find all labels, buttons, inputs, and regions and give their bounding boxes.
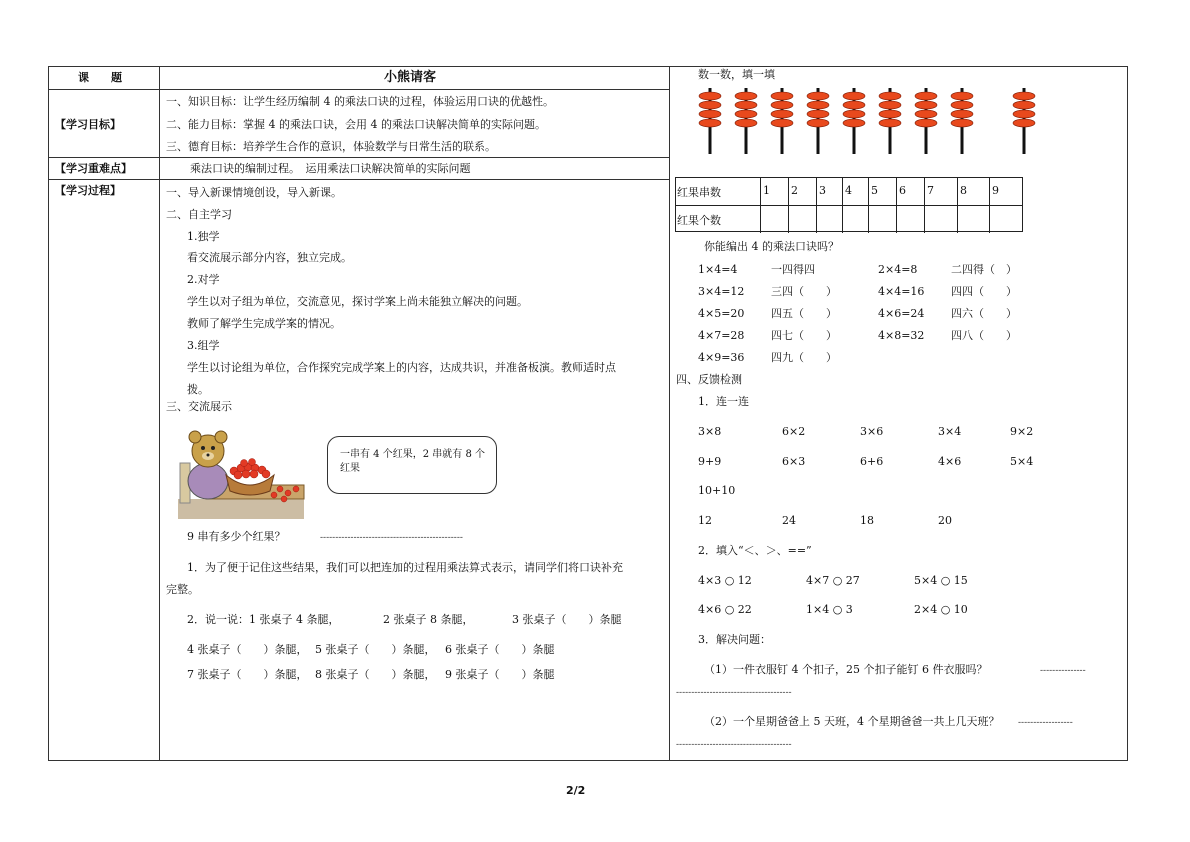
count-table-blank[interactable] <box>816 206 842 233</box>
count-fill-title: 数一数，填一填 <box>698 68 775 81</box>
answer-line: -------------------------------------- <box>676 688 792 698</box>
count-table-blank[interactable] <box>868 206 896 233</box>
table-legs-item: 6 张桌子（ ）条腿 <box>445 643 555 656</box>
problem-2: （2）一个星期爸爸上 5 天班，4 个星期爸爸一共上几天班？ <box>704 715 1000 728</box>
process-line: 学生以对子组为单位，交流意见，探讨学案上尚未能独立解决的问题。 <box>187 295 528 308</box>
process-line: 一、导入新课情境创设，导入新课。 <box>166 186 342 199</box>
rhyme-item: 1×4=4 <box>698 263 738 276</box>
compare-item: 1×4 ○ 3 <box>806 603 853 616</box>
link-item: 4×6 <box>938 454 962 468</box>
rhyme-item: 4×6=24 <box>878 307 925 320</box>
count-table-blank[interactable] <box>989 206 1022 233</box>
fruit-string <box>879 88 901 154</box>
red-fruit <box>735 119 757 127</box>
red-fruit <box>735 92 757 100</box>
fill-title: 2．填入“＜、＞、==” <box>698 544 812 557</box>
process-line: 3.组学 <box>187 339 220 352</box>
rhyme-item: 三四（ ） <box>771 285 837 298</box>
red-fruit <box>699 110 721 118</box>
link-title: 1．连一连 <box>698 395 749 408</box>
red-fruit-question: 9 串有多少个红果？ <box>187 530 286 543</box>
link-item: 5×4 <box>1010 454 1034 468</box>
rhyme-item: 四五（ ） <box>771 307 837 320</box>
count-table-header: 红果串数 <box>677 186 721 199</box>
table-legs-item: 7 张桌子（ ）条腿， <box>187 668 308 681</box>
rhyme-item: 一四得四 <box>771 263 815 276</box>
fruit-string <box>915 88 937 154</box>
red-fruit <box>735 110 757 118</box>
link-item: 6×2 <box>782 425 806 438</box>
process-line: 二、自主学习 <box>166 208 232 221</box>
feedback-title: 四、反馈检测 <box>676 373 742 386</box>
red-fruit <box>843 101 865 109</box>
process-line: 看交流展示部分内容，独立完成。 <box>187 251 352 264</box>
process-line: 三、交流展示 <box>166 400 232 413</box>
link-item: 18 <box>860 513 874 527</box>
rhyme-question: 你能编出 4 的乘法口诀吗？ <box>704 240 839 253</box>
rhyme-item: 4×7=28 <box>698 329 745 342</box>
count-table-number: 7 <box>924 178 957 205</box>
compare-item: 4×6 ○ 22 <box>698 603 752 616</box>
table-legs-item: 8 张桌子（ ）条腿， <box>315 668 436 681</box>
red-fruit <box>771 92 793 100</box>
compare-item: 4×7 ○ 27 <box>806 574 860 587</box>
compare-item: 2×4 ○ 10 <box>914 603 968 616</box>
red-fruit <box>915 101 937 109</box>
count-table-row-counts <box>676 205 1022 233</box>
topic-label: 课 题 <box>78 71 122 84</box>
red-fruit <box>879 119 901 127</box>
fruit-string <box>807 88 829 154</box>
fruit-string <box>735 88 757 154</box>
answer-line: --------------- <box>1040 666 1086 676</box>
goal-item: 二、能力目标：掌握 4 的乘法口诀，会用 4 的乘法口诀解决简单的实际问题。 <box>166 118 546 131</box>
rhyme-item: 4×8=32 <box>878 329 925 342</box>
row-line-goals <box>48 157 669 158</box>
count-table <box>675 177 1023 232</box>
link-item: 3×8 <box>698 425 722 438</box>
red-fruit <box>771 110 793 118</box>
link-item: 6+6 <box>860 454 884 468</box>
divider-right-page <box>669 66 670 761</box>
table-legs-item: 9 张桌子（ ）条腿 <box>445 668 555 681</box>
red-fruit <box>807 101 829 109</box>
count-table-blank[interactable] <box>788 206 816 233</box>
red-fruit <box>771 119 793 127</box>
count-table-number: 8 <box>957 178 989 205</box>
link-item: 12 <box>698 513 712 527</box>
process-line: 学生以讨论组为单位，合作探究完成学案上的内容，达成共识，并准备板演。教师适时点 <box>187 361 616 374</box>
count-table-row-strings <box>676 178 1022 205</box>
process-line: 2.对学 <box>187 273 220 286</box>
link-item: 20 <box>938 513 952 527</box>
table-legs-item: 3 张桌子（ ）条腿 <box>512 613 622 626</box>
red-fruit <box>843 92 865 100</box>
link-item: 10+10 <box>698 484 736 497</box>
table-legs-item: 2．说一说：1 张桌子 4 条腿， <box>187 613 340 626</box>
speech-bubble <box>327 436 497 494</box>
red-fruit <box>1013 92 1035 100</box>
link-item: 6×3 <box>782 454 806 468</box>
answer-line: ------------------ <box>1018 718 1073 728</box>
row-line-title <box>48 89 669 90</box>
process-label: 【学习过程】 <box>55 184 121 197</box>
red-fruit <box>807 110 829 118</box>
red-fruit <box>951 101 973 109</box>
count-table-number: 4 <box>842 178 868 205</box>
count-table-number: 9 <box>989 178 1022 205</box>
keypoints-text: 乘法口诀的编制过程。 运用乘法口诀解决简单的实际问题 <box>190 162 471 175</box>
row-line-keypoints <box>48 179 669 180</box>
fruit-string <box>699 88 721 154</box>
red-fruit <box>879 92 901 100</box>
red-fruit <box>699 92 721 100</box>
question-1-line1: 1．为了便于记住这些结果，我们可以把连加的过程用乘法算式表示，请同学们将口诀补充 <box>187 561 623 574</box>
answer-line: -------------------------------------- <box>676 740 792 750</box>
speech-bubble-text: 一串有 4 个红果，2 串就有 8 个红果 <box>340 449 485 474</box>
fruit-string <box>1013 88 1035 154</box>
red-fruit <box>843 119 865 127</box>
table-legs-item: 2 张桌子 8 条腿， <box>383 613 474 626</box>
red-fruit <box>915 119 937 127</box>
count-table-number: 2 <box>788 178 816 205</box>
problem-1: （1）一件衣服钉 4 个扣子，25 个扣子能钉 6 件衣服吗？ <box>704 663 988 676</box>
red-fruit <box>843 110 865 118</box>
link-item: 3×4 <box>938 425 962 438</box>
table-legs-item: 5 张桌子（ ）条腿， <box>315 643 436 656</box>
rhyme-item: 四八（ ） <box>951 329 1017 342</box>
rhyme-item: 四六（ ） <box>951 307 1017 320</box>
table-legs-item: 4 张桌子（ ）条腿， <box>187 643 308 656</box>
link-item: 3×6 <box>860 425 884 438</box>
count-table-blank[interactable] <box>896 206 924 233</box>
red-fruit <box>1013 110 1035 118</box>
page-number: 2/2 <box>566 784 586 797</box>
rhyme-item: 四四（ ） <box>951 285 1017 298</box>
count-table-blank[interactable] <box>924 206 957 233</box>
red-fruit <box>699 119 721 127</box>
fruit-string <box>951 88 973 154</box>
count-table-blank[interactable] <box>760 206 788 233</box>
goals-label: 【学习目标】 <box>55 118 121 131</box>
rhyme-item: 四九（ ） <box>771 351 837 364</box>
process-line: 教师了解学生完成学案的情况。 <box>187 317 341 330</box>
rhyme-item: 4×4=16 <box>878 285 925 298</box>
rhyme-item: 4×9=36 <box>698 351 745 364</box>
red-fruit <box>735 101 757 109</box>
red-fruit <box>951 110 973 118</box>
red-fruit <box>915 92 937 100</box>
lesson-title: 小熊请客 <box>384 70 437 85</box>
compare-item: 4×3 ○ 12 <box>698 574 752 587</box>
link-item: 9+9 <box>698 454 722 468</box>
rhyme-item: 3×4=12 <box>698 285 745 298</box>
link-item: 9×2 <box>1010 425 1034 438</box>
solve-title: 3．解决问题： <box>698 633 771 646</box>
rhyme-item: 2×4=8 <box>878 263 918 276</box>
goal-item: 三、德育目标：培养学生合作的意识，体验数学与日常生活的联系。 <box>166 140 496 153</box>
count-table-header: 红果个数 <box>677 214 721 227</box>
process-line: 拨。 <box>187 383 209 396</box>
fruit-string <box>843 88 865 154</box>
answer-line: ----------------------------------------------- <box>320 533 463 543</box>
count-table-blank[interactable] <box>842 206 868 233</box>
red-fruit <box>951 92 973 100</box>
rhyme-item: 4×5=20 <box>698 307 745 320</box>
red-fruit <box>915 110 937 118</box>
rhyme-item: 四七（ ） <box>771 329 837 342</box>
count-table-number: 6 <box>896 178 924 205</box>
process-line: 1.独学 <box>187 230 220 243</box>
count-table-blank[interactable] <box>957 206 989 233</box>
red-fruit <box>879 101 901 109</box>
compare-item: 5×4 ○ 15 <box>914 574 968 587</box>
bear-with-fruit-illustration <box>178 423 306 519</box>
rhyme-item: 二四得（ ） <box>951 263 1017 276</box>
keypoints-label: 【学习重难点】 <box>55 162 132 175</box>
question-1-line2: 完整。 <box>166 583 199 596</box>
divider-label-column <box>159 66 160 761</box>
red-fruit <box>807 119 829 127</box>
red-fruit-strings <box>690 86 1040 156</box>
goal-item: 一、知识目标：让学生经历编制 4 的乘法口诀的过程，体验运用口诀的优越性。 <box>166 95 554 108</box>
red-fruit <box>1013 119 1035 127</box>
red-fruit <box>1013 101 1035 109</box>
link-item: 24 <box>782 513 796 527</box>
fruit-string <box>771 88 793 154</box>
red-fruit <box>807 92 829 100</box>
count-table-number: 1 <box>760 178 788 205</box>
red-fruit <box>879 110 901 118</box>
red-fruit <box>951 119 973 127</box>
count-table-number: 5 <box>868 178 896 205</box>
red-fruit <box>699 101 721 109</box>
red-fruit <box>771 101 793 109</box>
count-table-number: 3 <box>816 178 842 205</box>
